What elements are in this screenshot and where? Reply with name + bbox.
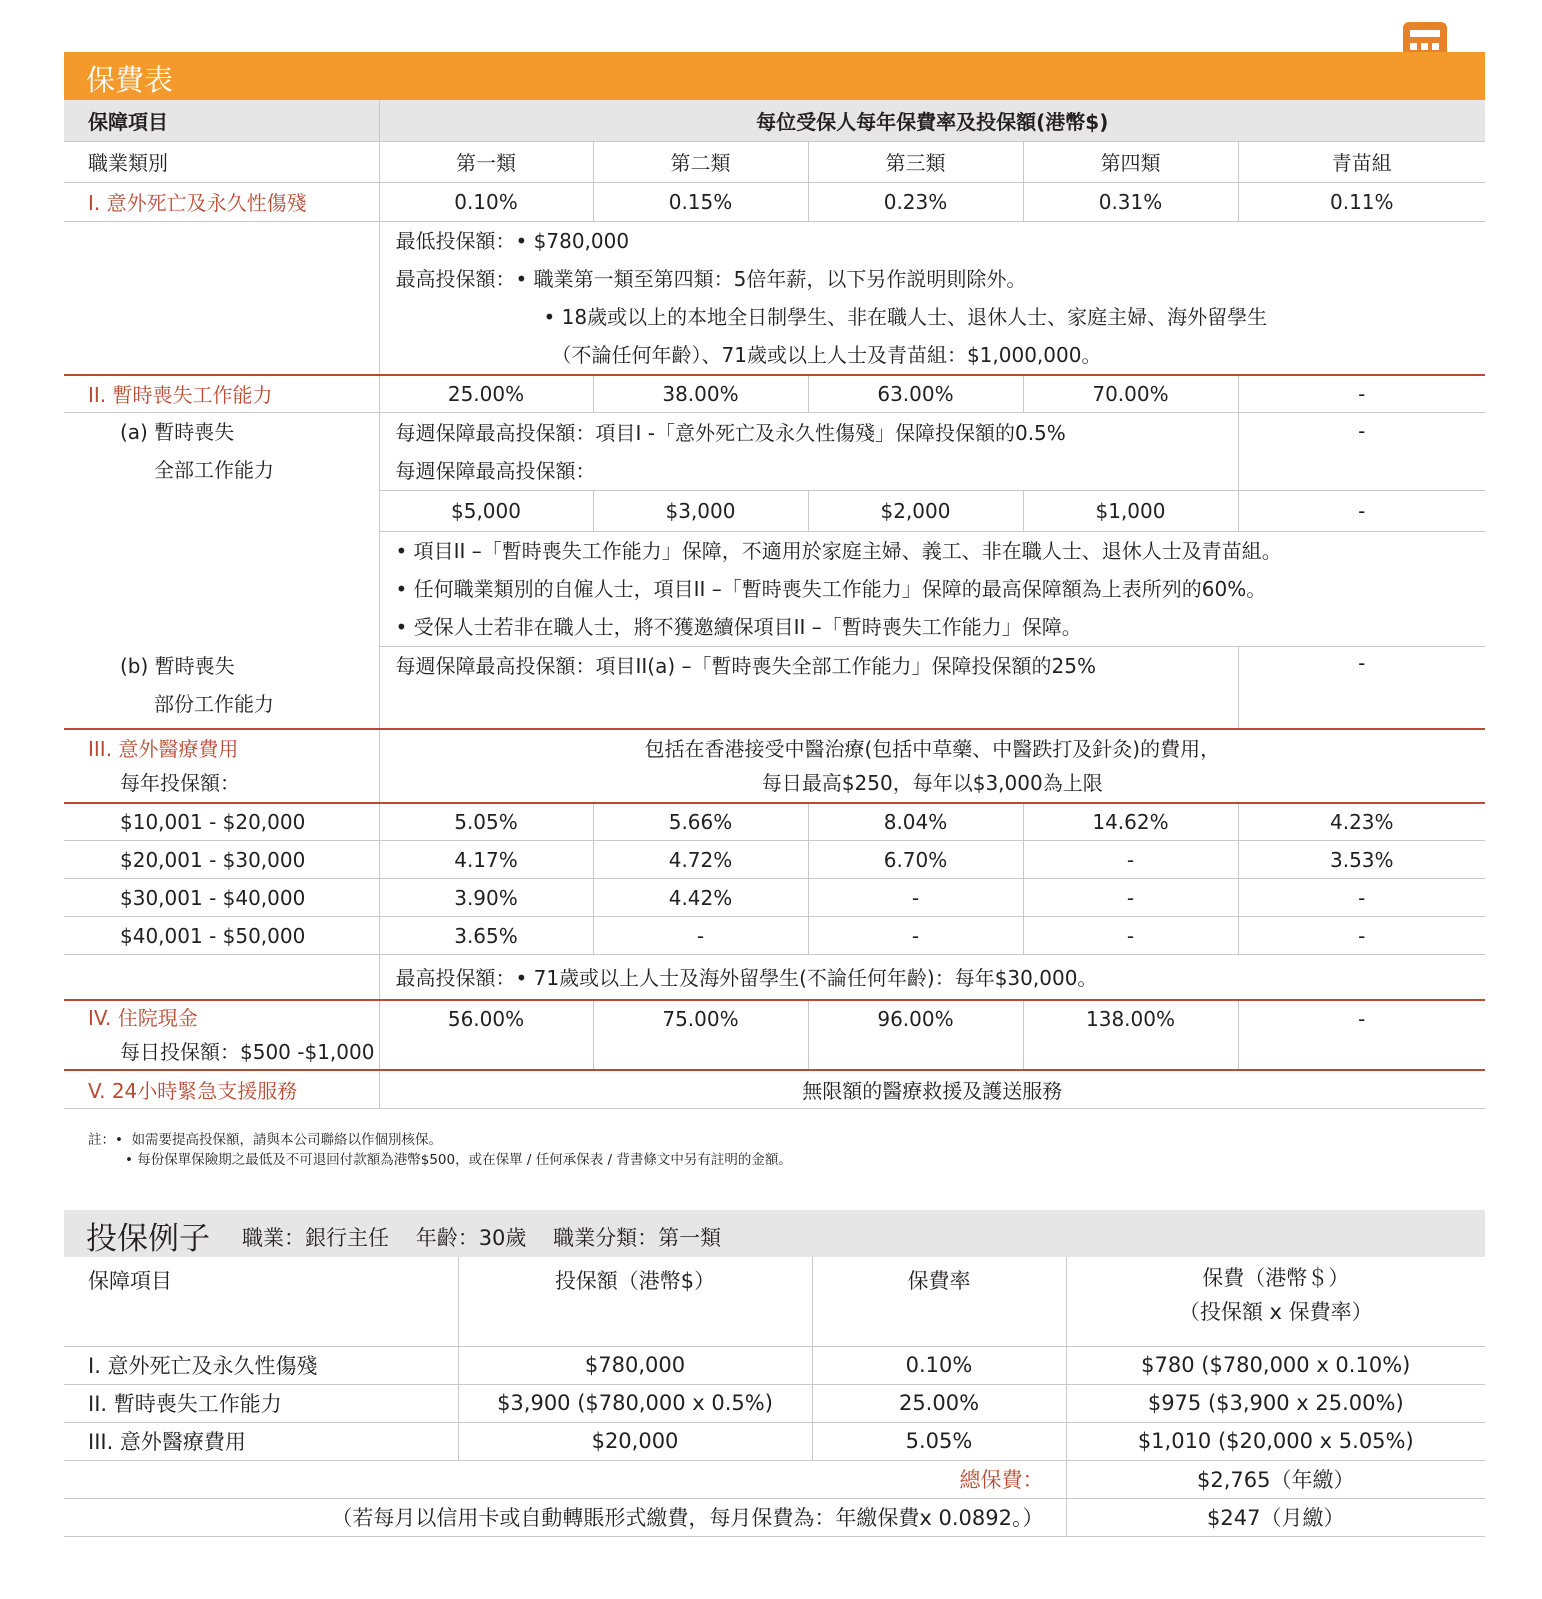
table-header-row [64, 100, 1485, 141]
range-label: $30,001 - $40,000 [64, 879, 379, 917]
rate-cell: - [1238, 917, 1485, 955]
rate-cell: - [593, 917, 808, 955]
section-2a-label: (a) 暫時喪失 全部工作能力 [120, 420, 274, 482]
notes [88, 1130, 792, 1170]
rate-cell: 4.72% [593, 841, 808, 879]
rate-cell: 75.00% [593, 1000, 808, 1070]
example-amount: $780,000 [458, 1346, 812, 1384]
occupation-label: 職業類別 [64, 141, 379, 182]
section-2b-row [64, 647, 1485, 729]
example-item: III. 意外醫療費用 [64, 1422, 458, 1460]
table-row [64, 917, 1485, 955]
rate-cell: - [1238, 1000, 1485, 1070]
example-title: 投保例子 [86, 1221, 210, 1257]
example-col-rate: 保費率 [812, 1257, 1066, 1346]
section-2-row [64, 375, 1485, 413]
table-row [64, 1422, 1485, 1460]
rate-cell: - [1238, 375, 1485, 413]
list-item: • 任何職業類別的自僱人士，項目II –「暫時喪失工作能力」保障的最高保障額為上表所列的60%。 [395, 577, 1267, 601]
section-2b-desc: 每週保障最高投保額：項目II(a) –「暫時喪失全部工作能力」保障投保額的25% [379, 647, 1238, 729]
amount-cell: - [1238, 491, 1485, 532]
rate-cell: 3.65% [379, 917, 593, 955]
rate-cell: - [1238, 879, 1485, 917]
section-1-limits-row [64, 221, 1485, 375]
table-row [64, 841, 1485, 879]
note-1: 註：• 如需要提高投保額，請與本公司聯絡以作個別核保。 [88, 1132, 443, 1148]
example-rate: 5.05% [812, 1422, 1066, 1460]
example-amount: $20,000 [458, 1422, 812, 1460]
example-premium: $780 ($780,000 x 0.10%) [1066, 1346, 1485, 1384]
amount-cell: $5,000 [379, 491, 593, 532]
section-1-row [64, 182, 1485, 221]
total-label: 總保費： [64, 1460, 1066, 1498]
occupation-class-row [64, 141, 1485, 182]
example-premium: $1,010 ($20,000 x 5.05%) [1066, 1422, 1485, 1460]
range-label: $10,001 - $20,000 [64, 803, 379, 841]
class-3: 第三類 [808, 141, 1023, 182]
section-4-row [64, 1000, 1485, 1070]
section-5-label: V. 24小時緊急支援服務 [64, 1070, 379, 1109]
rate-cell: 0.31% [1023, 182, 1238, 221]
table-row [64, 879, 1485, 917]
amount-cell: $1,000 [1023, 491, 1238, 532]
section-2-label: II. 暫時喪失工作能力 [64, 375, 379, 413]
rate-cell: 138.00% [1023, 1000, 1238, 1070]
example-rate: 25.00% [812, 1384, 1066, 1422]
premium-table [64, 100, 1485, 1109]
rate-cell: 8.04% [808, 803, 1023, 841]
rate-cell: 70.00% [1023, 375, 1238, 413]
rate-cell: 38.00% [593, 375, 808, 413]
range-label: $40,001 - $50,000 [64, 917, 379, 955]
class-2: 第二類 [593, 141, 808, 182]
amount-cell: $3,000 [593, 491, 808, 532]
rate-cell: 96.00% [808, 1000, 1023, 1070]
table-row [64, 1384, 1485, 1422]
rate-cell: 5.05% [379, 803, 593, 841]
section-1-label: I. 意外死亡及永久性傷殘 [64, 182, 379, 221]
monthly-note: （若每月以信用卡或自動轉賬形式繳費，每月保費為：年繳保費x 0.0892。） [64, 1498, 1066, 1536]
rate-cell: 14.62% [1023, 803, 1238, 841]
max-sum-line: （不論任何年齡）、71歲或以上人士及青苗組：$1,000,000。 [551, 342, 1102, 367]
monthly-row [64, 1498, 1485, 1536]
rate-cell: 0.15% [593, 182, 808, 221]
list-item: • 受保人士若非在職人士，將不獲邀續保項目II –「暫時喪失工作能力」保障。 [395, 615, 1082, 639]
rate-cell: 4.23% [1238, 803, 1485, 841]
list-item: • 項目II –「暫時喪失工作能力」保障，不適用於家庭主婦、義工、非在職人士、退休人士及青苗組。 [395, 539, 1282, 563]
example-rate: 0.10% [812, 1346, 1066, 1384]
coverage-item-header: 保障項目 [64, 100, 379, 141]
example-table [64, 1257, 1485, 1537]
example-col-premium: 保費（港幣＄） （投保額 x 保費率） [1066, 1257, 1485, 1346]
max-sum-line: 最高投保額：• 職業第一類至第四類：5倍年薪，以下另作説明則除外。 [395, 266, 1027, 291]
section-4-label: IV. 住院現金 每日投保額：$500 -$1,000 [64, 1000, 379, 1070]
class-junior: 青苗組 [1238, 141, 1485, 182]
rate-cell: 3.90% [379, 879, 593, 917]
section-5-row [64, 1070, 1485, 1109]
rate-cell: 25.00% [379, 375, 593, 413]
range-label: $20,001 - $30,000 [64, 841, 379, 879]
example-col-item: 保障項目 [64, 1257, 458, 1346]
section-2a-desc: 每週保障最高投保額：項目I -「意外死亡及永久性傷殘」保障投保額的0.5% 每週保障最高投保額： [379, 413, 1238, 491]
junior-dash: - [1238, 647, 1485, 729]
rate-cell: - [1023, 879, 1238, 917]
premium-table-header [64, 52, 1485, 100]
section-2-notes [379, 532, 1485, 647]
section-5-desc: 無限額的醫療救援及護送服務 [379, 1070, 1485, 1109]
max-sum-line: • 18歲或以上的本地全日制學生、非在職人士、退休人士、家庭主婦、海外留學生 [543, 304, 1268, 329]
section-2b-label: (b) 暫時喪失 部份工作能力 [64, 647, 379, 729]
example-item: II. 暫時喪失工作能力 [64, 1384, 458, 1422]
total-monthly: $247（月繳） [1066, 1498, 1485, 1536]
example-header [64, 1210, 1485, 1257]
rate-cell: 3.53% [1238, 841, 1485, 879]
section-2a-row [64, 413, 1485, 491]
example-item: I. 意外死亡及永久性傷殘 [64, 1346, 458, 1384]
page-title: 保費表 [86, 63, 174, 97]
section-3-label: III. 意外醫療費用 每年投保額： [64, 729, 379, 803]
table-row [64, 803, 1485, 841]
rate-cell: 56.00% [379, 1000, 593, 1070]
min-sum-line: 最低投保額：• $780,000 [395, 228, 630, 253]
section-3-desc: 包括在香港接受中醫治療(包括中草藥、中醫跌打及針灸)的費用， 每日最高$250，每年以$3,000為上限 [379, 729, 1485, 803]
rate-cell: - [1023, 917, 1238, 955]
rate-cell: - [808, 879, 1023, 917]
example-meta: 職業：銀行主任 年齡：30歲 職業分類：第一類 [242, 1226, 722, 1250]
section-3-row [64, 729, 1485, 803]
class-1: 第一類 [379, 141, 593, 182]
rate-cell: 4.42% [593, 879, 808, 917]
section-1-limits [379, 221, 1485, 375]
example-header-row [64, 1257, 1485, 1346]
class-4: 第四類 [1023, 141, 1238, 182]
rate-cell: 5.66% [593, 803, 808, 841]
rate-cell: 0.23% [808, 182, 1023, 221]
note-2: • 每份保單保險期之最低及不可退回付款額為港幣$500，或在保單 / 任何承保表 / 背書條文中另有註明的金額。 [125, 1152, 792, 1168]
example-amount: $3,900 ($780,000 x 0.5%) [458, 1384, 812, 1422]
total-annual: $2,765（年繳） [1066, 1460, 1485, 1498]
amount-cell: $2,000 [808, 491, 1023, 532]
rate-cell: 0.10% [379, 182, 593, 221]
rate-cell: 63.00% [808, 375, 1023, 413]
rate-header: 每位受保人每年保費率及投保額(港幣$) [379, 100, 1485, 141]
rate-cell: - [1023, 841, 1238, 879]
example-premium: $975 ($3,900 x 25.00%) [1066, 1384, 1485, 1422]
example-col-amount: 投保額（港幣$） [458, 1257, 812, 1346]
section-3-max-row [64, 955, 1485, 1000]
rate-cell: 6.70% [808, 841, 1023, 879]
rate-cell: 0.11% [1238, 182, 1485, 221]
section-3-max-line: 最高投保額：• 71歲或以上人士及海外留學生(不論任何年齡)：每年$30,000。 [379, 955, 1485, 1000]
total-row [64, 1460, 1485, 1498]
rate-cell: - [808, 917, 1023, 955]
rate-cell: 4.17% [379, 841, 593, 879]
table-row [64, 1346, 1485, 1384]
junior-dash: - [1238, 413, 1485, 491]
